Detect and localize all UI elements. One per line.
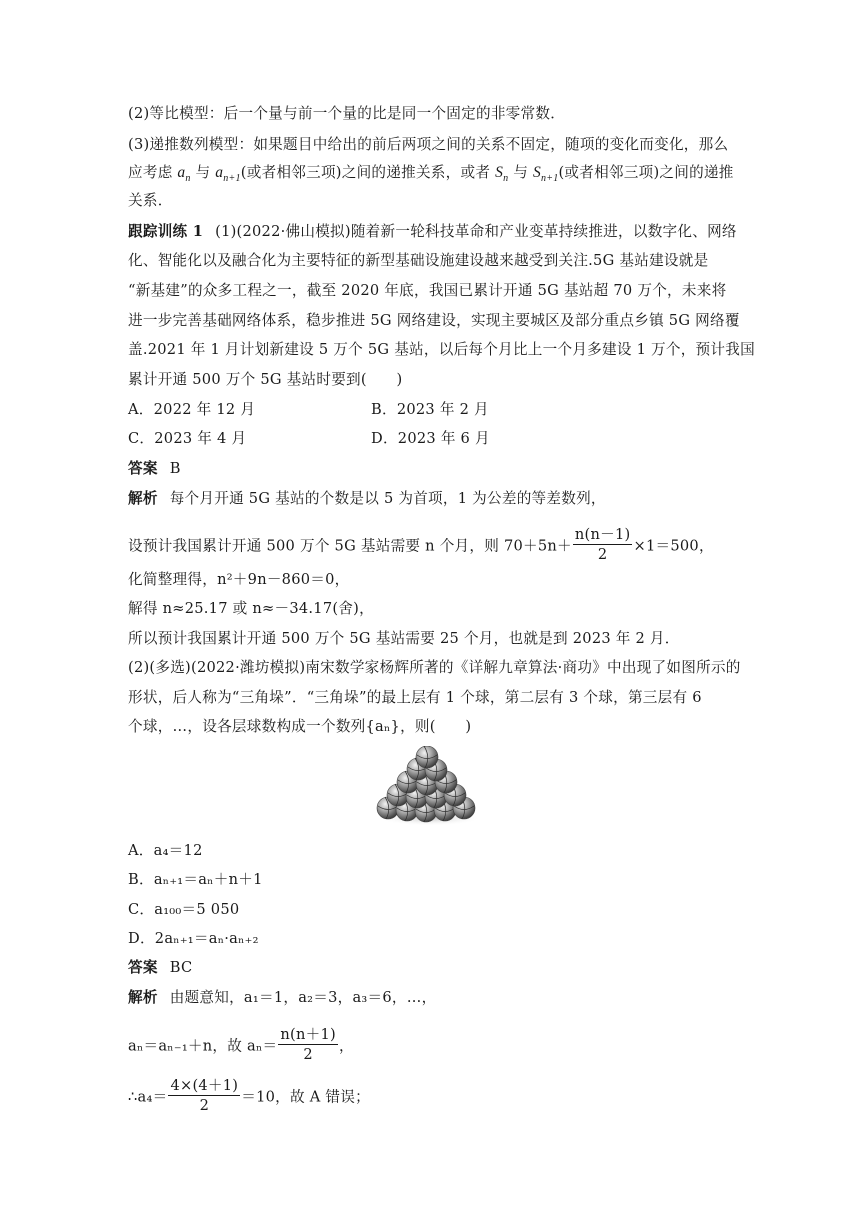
text: (2)(多选)(2022·潍坊模拟)南宋数学家杨辉所著的《详解九章算法·商功》中出现了如图所示的 (128, 659, 741, 676)
answer-value: BC (169, 959, 193, 976)
answer-label: 答案 (128, 460, 158, 477)
exercise-q1-line6 (128, 370, 402, 390)
text: 解得 n≈25.17 或 n≈－34.17(舍)， (128, 600, 374, 617)
exercise-q1-line5 (128, 340, 755, 360)
exercise-q1-line2 (128, 251, 708, 271)
exercise-q1-line3 (128, 281, 726, 301)
text: (1)(2022·佛山模拟)随着新一轮科技革命和产业变革持续推进，以数字化、网络 (215, 223, 737, 240)
text: 应考虑 (128, 164, 178, 181)
fraction (168, 1077, 240, 1114)
text: ×1＝500， (633, 537, 714, 555)
triangular-stack-balls-image (376, 746, 484, 826)
text: 与 (190, 164, 216, 181)
text: 设预计我国累计开通 500 万个 5G 基站需要 n 个月，则 70＋5n＋ (128, 537, 572, 555)
option-c: C．2023 年 4 月 (128, 430, 247, 447)
ball (416, 746, 438, 768)
math-sn1: $S_{n+1}$ (532, 164, 559, 184)
exercise-label: 跟踪训练 1 (128, 223, 204, 240)
text: aₙ＝aₙ₋₁＋n，故 aₙ＝ (128, 1037, 278, 1055)
text: 进一步完善基础网络体系，稳步推进 5G 网络建设，实现主要城区及部分重点乡镇 5G 网络覆 (128, 312, 740, 329)
denominator: 2 (303, 1046, 313, 1063)
paragraph-geometric-model (128, 104, 565, 124)
exercise-q2-line1 (128, 658, 741, 678)
solution-label: 解析 (128, 989, 158, 1006)
numerator: n(n－1) (574, 526, 631, 543)
paragraph-recursive-model-line2 (128, 163, 734, 183)
q2-option-c (128, 900, 239, 920)
option-c: C．a₁₀₀＝5 050 (128, 901, 240, 918)
text: 累计开通 500 万个 5G 基站时要到( ) (128, 371, 403, 388)
numerator: 4×(4＋1) (170, 1077, 239, 1094)
option-b: B．2023 年 2 月 (371, 401, 489, 418)
fraction (573, 526, 633, 563)
text: 形状，后人称为“三角垛”．“三角垛”的最上层有 1 个球，第二层有 3 个球，第三层有 6 (128, 689, 702, 706)
q1-solution-line3 (128, 570, 350, 590)
paragraph-recursive-model-line3 (128, 191, 173, 211)
q1-solution-line2 (128, 528, 714, 565)
math-an1: $a_{n+1}$ (215, 164, 241, 184)
text: (或者相邻三项)之间的递推关系，或者 (240, 164, 496, 181)
denominator: 2 (597, 546, 608, 563)
q2-solution-line2 (128, 1028, 354, 1065)
q2-option-b (128, 870, 263, 890)
text: 每个月开通 5G 基站的个数是以 5 为首项，1 为公差的等差数列， (169, 490, 606, 507)
answer-label: 答案 (128, 959, 158, 976)
option-d: D．2023 年 6 月 (371, 430, 490, 447)
q1-options-row1 (128, 400, 489, 420)
q2-solution-line3 (128, 1079, 370, 1116)
q2-option-a (128, 841, 203, 861)
text: (3)递推数列模型：如果题目中给出的前后两项之间的关系不固定，随项的变化而变化，那么 (128, 136, 729, 153)
text: 由题意知，a₁＝1，a₂＝3，a₃＝6，…， (169, 989, 437, 1006)
text: 化简整理得，n²＋9n－860＝0， (128, 571, 350, 588)
text: 个球，…，设各层球数构成一个数列{aₙ}，则( ) (128, 718, 472, 735)
text: (2)等比模型：后一个量与前一个量的比是同一个固定的非零常数． (128, 105, 566, 122)
option-a: A．2022 年 12 月 (128, 401, 256, 418)
text: 盖.2021 年 1 月计划新建设 5 万个 5G 基站，以后每个月比上一个月多建设 1 万个，预计我国 (128, 341, 755, 358)
q1-answer (128, 459, 181, 479)
solution-label: 解析 (128, 490, 158, 507)
q1-solution-line1 (128, 489, 606, 509)
option-a: A．a₄＝12 (128, 842, 203, 859)
q1-solution-line4 (128, 599, 374, 619)
option-d: D．2aₙ₊₁＝aₙ·aₙ₊₂ (128, 930, 259, 947)
option-b: B．aₙ₊₁＝aₙ＋n＋1 (128, 871, 263, 888)
text: (或者相邻三项)之间的递推 (558, 164, 734, 181)
q2-option-d (128, 929, 259, 949)
text: 所以预计我国累计开通 500 万个 5G 基站需要 25 个月，也就是到 2023 年 2 月． (128, 630, 680, 647)
math-sn: $S_n$ (495, 164, 509, 184)
exercise-q1-line1 (128, 222, 737, 242)
exercise-q1-line4 (128, 311, 740, 331)
text: ＝10，故 A 错误； (241, 1088, 370, 1106)
denominator: 2 (199, 1097, 210, 1114)
math-an: $a_n$ (177, 164, 191, 184)
text: 与 (508, 164, 533, 181)
q1-options-row2 (128, 429, 490, 449)
text: 化、智能化以及融合化为主要特征的新型基础设施建设越来越受到关注.5G 基站建设就是 (128, 252, 709, 269)
paragraph-recursive-model-line1 (128, 135, 728, 155)
q1-solution-line5 (128, 629, 680, 649)
numerator: n(n＋1) (280, 1026, 336, 1043)
text: ∴a₄＝ (128, 1088, 168, 1106)
exercise-q2-line2 (128, 688, 702, 708)
fraction (278, 1026, 338, 1063)
q2-answer (128, 958, 192, 978)
exercise-q2-line3 (128, 717, 471, 737)
text: “新基建”的众多工程之一，截至 2020 年底，我国已累计开通 5G 基站超 70 万个，未来将 (128, 282, 727, 299)
answer-value: B (169, 460, 181, 477)
text: 关系． (128, 192, 173, 209)
comma: ， (338, 1037, 354, 1055)
q2-solution-line1 (128, 988, 436, 1008)
